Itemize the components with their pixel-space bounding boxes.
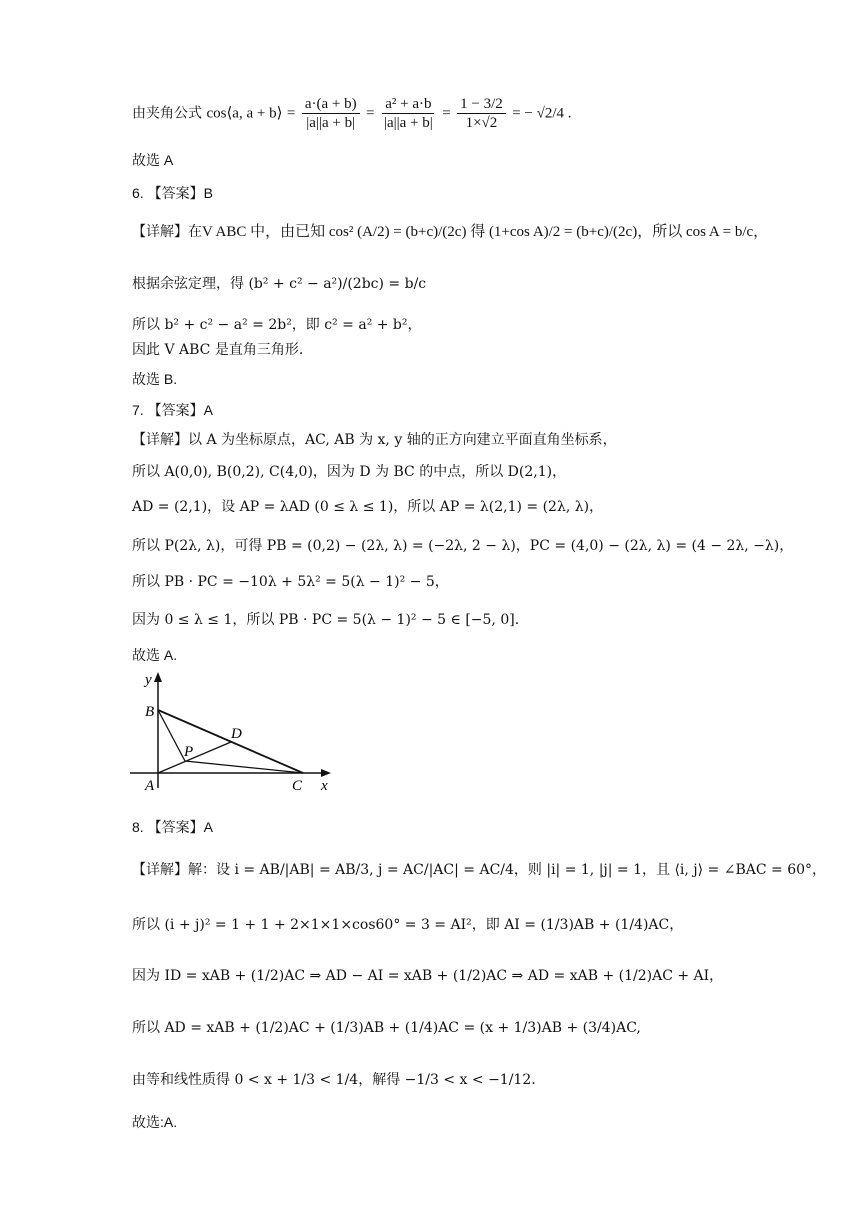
label-y: y xyxy=(145,672,152,688)
segment-pc xyxy=(185,761,303,773)
q8-detail-2: 所以 (i + j)² = 1 + 1 + 2×1×1×cos60° = 3 = AI²，即 AI = (1/3)AB + (1/4)AC， xyxy=(132,917,684,933)
label-p: P xyxy=(184,744,194,760)
label-x: x xyxy=(321,778,328,794)
q7-coordinate-figure xyxy=(125,668,340,798)
q7-detail-2: 所以 A(0,0), B(0,2), C(4,0)，因为 D 为 BC 的中点，所以 D(2,1)， xyxy=(132,464,567,480)
q8-detail-3: 因为 ID = xAB + (1/2)AC ⇒ AD − AI = xAB + (1/2)AC ⇒ AD = xAB + (1/2)AC + AI， xyxy=(132,968,724,984)
q6-detail-1: 【详解】在V ABC 中，由已知 cos² (A/2) = (b+c)/(2c) 得 (1+cos A)/2 = (b+c)/(2c)，所以 cos A = b/c， xyxy=(132,224,769,240)
q5-formula-lhs: cos⟨a, a + b⟩ xyxy=(206,105,283,122)
q7-detail-5: 所以 PB · PC = −10λ + 5λ² = 5(λ − 1)² − 5， xyxy=(132,574,449,590)
segment-ad xyxy=(158,742,231,773)
y-axis-arrow-icon xyxy=(154,672,162,682)
q7-detail-4: 所以 P(2λ, λ)，可得 PB = (0,2) − (2λ, λ) = (−2λ, 2 − λ)，PC = (4,0) − (2λ, λ) = (4 − 2λ, −λ)， xyxy=(132,538,794,554)
q7-detail-1: 【详解】以 A 为坐标原点，AC, AB 为 x, y 轴的正方向建立平面直角坐标系， xyxy=(132,432,617,448)
q6-answer: 6. 【答案】B xyxy=(132,185,213,201)
label-b: B xyxy=(145,704,155,720)
q8-detail-4: 所以 AD = xAB + (1/2)AC + (1/3)AB + (1/4)AC = (x + 1/3)AB + (3/4)AC, xyxy=(132,1020,641,1036)
q7-detail-6: 因为 0 ≤ λ ≤ 1，所以 PB · PC = 5(λ − 1)² − 5 ∈ [−5, 0]. xyxy=(132,612,520,628)
q8-detail-5: 由等和线性质得 0 < x + 1/3 < 1/4，解得 −1/3 < x < −1/12. xyxy=(132,1072,536,1088)
q7-conclusion: 故选 A. xyxy=(132,647,178,663)
q5-fraction-3: $\frac{1 - 3/2}{1\times√2}$ xyxy=(457,95,506,132)
q6-conclusion: 故选 B. xyxy=(132,371,178,387)
q5-formula-intro: 由夹角公式 xyxy=(132,105,202,122)
q5-fraction-1: $\frac{a\cdot(a + b)}{|a||a + b|}$ xyxy=(302,95,360,132)
x-axis-arrow-icon xyxy=(321,769,331,777)
label-c: C xyxy=(292,778,303,794)
q7-detail-3: AD = (2,1)，设 AP = λAD (0 ≤ λ ≤ 1)，所以 AP = λ(2,1) = (2λ, λ)， xyxy=(132,499,604,515)
q5-fraction-2: $\frac{\text{a² + a·b}}{|a||a + b|}$ xyxy=(383,96,433,131)
segment-pb xyxy=(158,710,185,761)
label-d: D xyxy=(231,726,242,742)
q5-result: = − √2/4 . xyxy=(512,105,572,122)
q6-detail-4: 因此 V ABC 是直角三角形. xyxy=(132,342,304,358)
q5-conclusion: 故选 A xyxy=(132,152,174,168)
q6-detail-3: 所以 b² + c² − a² = 2b²，即 c² = a² + b²， xyxy=(132,317,422,333)
q5-formula-line: 由夹角公式 cos⟨a, a + b⟩ = $\frac{a\cdot(a + b)}{|a||a + b|}$ = $\frac{\text{a² + a·b}}{|a||a + b|}$ = $\frac{1 - 3/2}{1\times√2}$ = − √2/4 . xyxy=(132,96,572,131)
label-a: A xyxy=(145,778,155,794)
q8-conclusion: 故选:A. xyxy=(132,1114,178,1130)
q6-detail-2: 根据余弦定理，得 (b² + c² − a²)/(2bc) = b/c xyxy=(132,276,427,292)
q8-answer: 8. 【答案】A xyxy=(132,819,213,835)
q8-detail-1: 【详解】解：设 i = AB/|AB| = AB/3, j = AC/|AC| = AC/4，则 |i| = 1, |j| = 1，且 ⟨i, j⟩ = ∠BAC = 60°， xyxy=(132,862,827,878)
q7-answer: 7. 【答案】A xyxy=(132,402,213,418)
